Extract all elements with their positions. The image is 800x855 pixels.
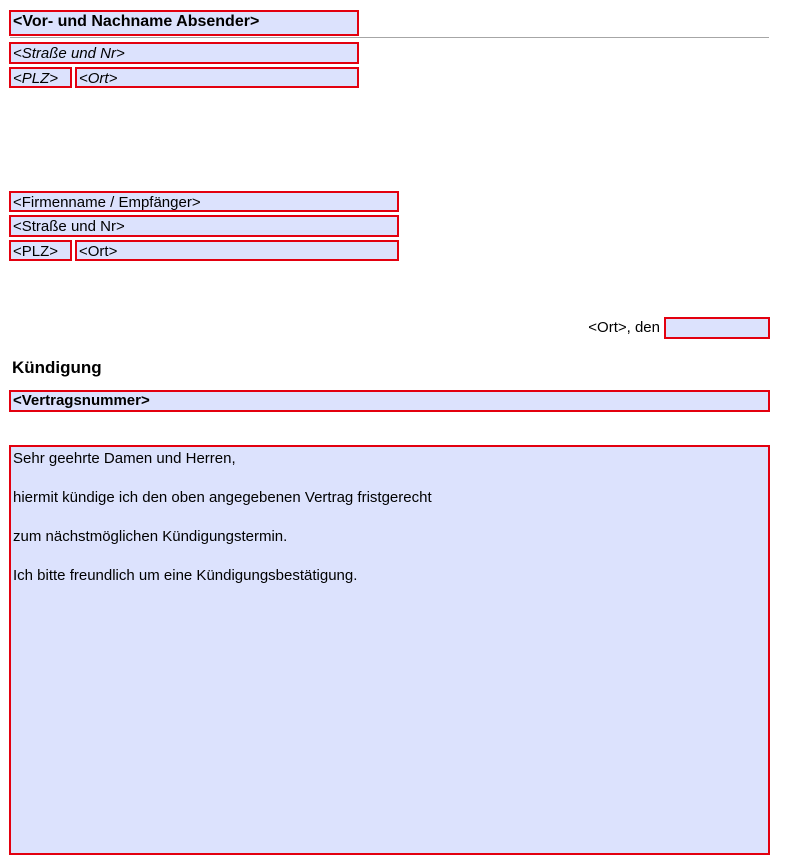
contract-number-field[interactable]: <Vertragsnummer> [9, 390, 770, 412]
date-field[interactable] [664, 317, 770, 339]
body-line-1: hiermit kündige ich den oben angegebenen Vertrag fristgerecht [13, 489, 432, 506]
recipient-company-field[interactable]: <Firmenname / Empfänger> [9, 191, 399, 212]
recipient-city-field[interactable]: <Ort> [75, 240, 399, 261]
sender-divider [10, 37, 769, 38]
recipient-street-field[interactable]: <Straße und Nr> [9, 215, 399, 237]
body-salutation: Sehr geehrte Damen und Herren, [13, 450, 236, 467]
subject-title: Kündigung [12, 358, 102, 377]
sender-street-field[interactable]: <Straße und Nr> [9, 42, 359, 64]
sender-name-field[interactable]: <Vor- und Nachname Absender> [9, 10, 359, 36]
recipient-zip-field[interactable]: <PLZ> [9, 240, 72, 261]
sender-city-field[interactable]: <Ort> [75, 67, 359, 88]
body-line-2: zum nächstmöglichen Kündigungstermin. [13, 528, 288, 545]
sender-zip-field[interactable]: <PLZ> [9, 67, 72, 88]
letter-body-field[interactable] [9, 445, 770, 855]
date-line-prefix: <Ort>, den [588, 319, 660, 336]
body-line-3: Ich bitte freundlich um eine Kündigungsbestätigung. [13, 567, 358, 584]
